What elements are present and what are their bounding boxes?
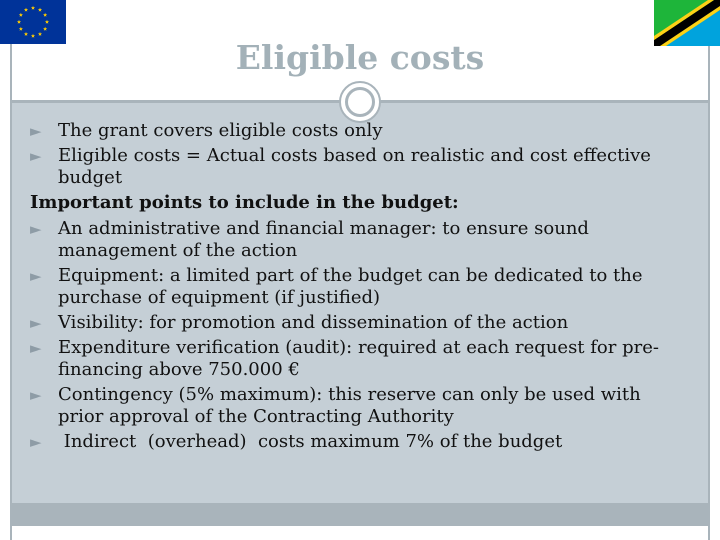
bullet-arrow-icon: ► <box>30 122 42 140</box>
eu-flag-icon <box>0 0 66 44</box>
bullet-text: Equipment: a limited part of the budget can be dedicated to the purchase of equipment (if justified) <box>58 265 643 308</box>
bullet-arrow-icon: ► <box>30 147 42 165</box>
footer-bar <box>12 503 708 526</box>
slide-body <box>30 120 690 456</box>
bullet-arrow-icon: ► <box>30 433 42 451</box>
list-item <box>30 265 690 309</box>
bullet-arrow-icon: ► <box>30 386 42 404</box>
bullet-text: Expenditure verification (audit): required at each request for pre-financing above 750.000 € <box>58 337 659 380</box>
bullet-arrow-icon: ► <box>30 339 42 357</box>
frame-right-border <box>708 0 710 540</box>
bullet-text: Eligible costs = Actual costs based on realistic and cost effective budget <box>58 145 651 188</box>
bullet-arrow-icon: ► <box>30 220 42 238</box>
list-item <box>30 218 690 262</box>
list-item <box>30 120 690 142</box>
circle-ring-inner <box>345 87 375 117</box>
bullet-text: An administrative and financial manager: to ensure sound management of the action <box>58 218 589 261</box>
list-item <box>30 384 690 428</box>
bullet-text: Visibility: for promotion and dissemination of the action <box>58 312 569 333</box>
bullet-text: Indirect (overhead) costs maximum 7% of the budget <box>58 431 563 452</box>
list-item <box>30 312 690 334</box>
tanzania-flag-icon <box>654 0 720 46</box>
slide-title: Eligible costs <box>235 38 485 77</box>
list-item <box>30 145 690 189</box>
bullet-text: Contingency (5% maximum): this reserve can only be used with prior approval of the Contracting Authority <box>58 384 641 427</box>
budget-subheading: Important points to include in the budget: <box>30 192 459 213</box>
circle-ring-icon <box>339 81 381 123</box>
bullet-text: The grant covers eligible costs only <box>58 120 383 141</box>
bullet-arrow-icon: ► <box>30 267 42 285</box>
list-item <box>30 337 690 381</box>
bullet-arrow-icon: ► <box>30 314 42 332</box>
list-item <box>30 431 690 453</box>
